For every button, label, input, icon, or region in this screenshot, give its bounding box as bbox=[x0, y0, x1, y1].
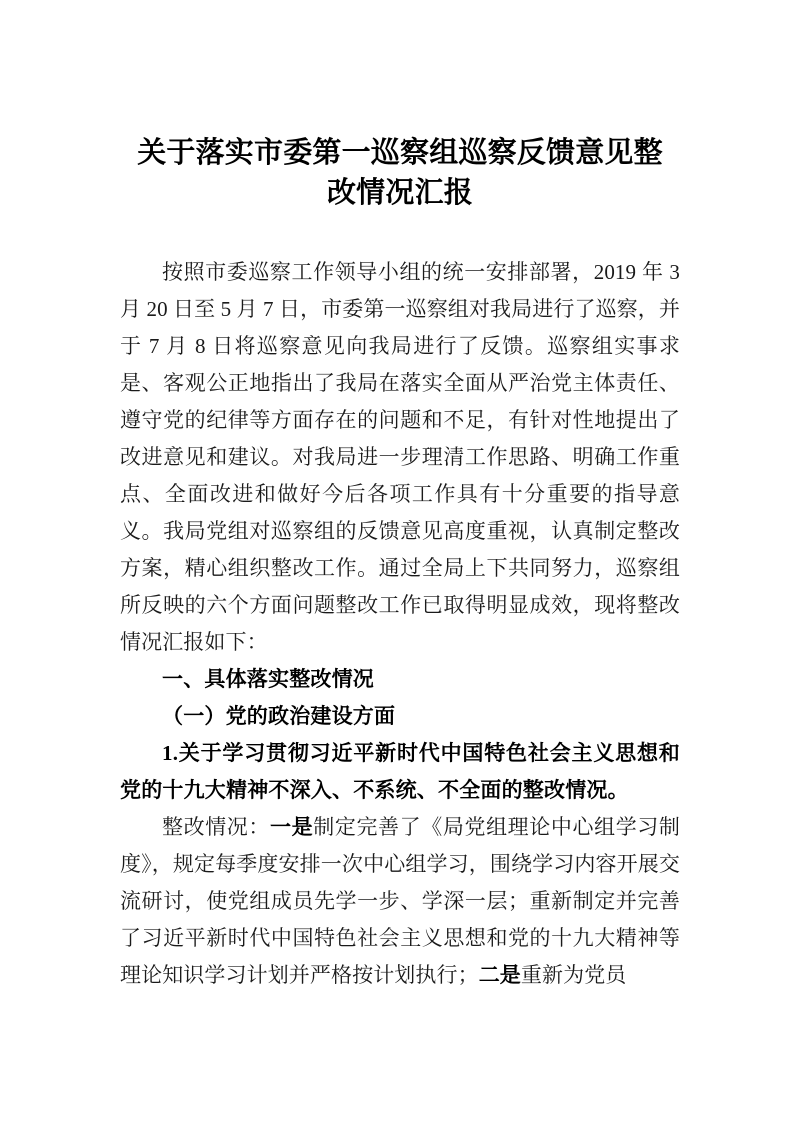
detail-item-1-text: 制定完善了《局党组理论中心组学习制度》，规定每季度安排一次中心组学习，围绕学习内容开展交流研讨，使党组成员先学一步、学深一层；重新制定并完善了习近平新时代中国特色社会主义思想和党的十九大精神等理论知识学习计划并严格按计划执行； bbox=[120, 815, 681, 987]
detail-item-2-marker: 二是 bbox=[478, 963, 521, 987]
detail-item-2-text: 重新为党员 bbox=[520, 963, 627, 987]
detail-item-1-marker: 一是 bbox=[270, 815, 314, 839]
detail-paragraph bbox=[120, 809, 680, 994]
page-title-line-1: 关于落实市委第一巡察组巡察反馈意见整 bbox=[137, 137, 663, 169]
heading-level-1: 一、具体落实整改情况 bbox=[162, 668, 374, 691]
opening-paragraph: 按照市委巡察工作领导小组的统一安排部署，2019 年 3 月 20 日至 5 月 7 日，市委第一巡察组对我局进行了巡察，并于 7 月 8 日将巡察意见向我局进行了反馈。巡察组实事求是、客观公正地指出了我局在落实全面从严治党主体责任、遵守党的纪律等方面存在的问题和不足，有针对性地提出了改进意见和建议。对我局进一步理清工作思路、明确工作重点、全面改进和做好今后各项工作具有十分重要的指导意义。我局党组对巡察组的反馈意见高度重视，认真制定整改方案，精心组织整改工作。通过全局上下共同努力，巡察组所反映的六个方面问题整改工作已取得明显成效，现将整改情况汇报如下： bbox=[120, 260, 680, 654]
page-title bbox=[120, 133, 680, 213]
document-flow bbox=[120, 254, 680, 994]
page-title-line-2: 改情况汇报 bbox=[326, 177, 473, 209]
heading-level-2: （一）党的政治建设方面 bbox=[162, 704, 396, 728]
detail-lead-label: 整改情况： bbox=[162, 815, 271, 839]
heading-level-3: 1.关于学习贯彻习近平新时代中国特色社会主义思想和党的十九大精神不深入、不系统、不全面的整改情况。 bbox=[120, 741, 680, 802]
